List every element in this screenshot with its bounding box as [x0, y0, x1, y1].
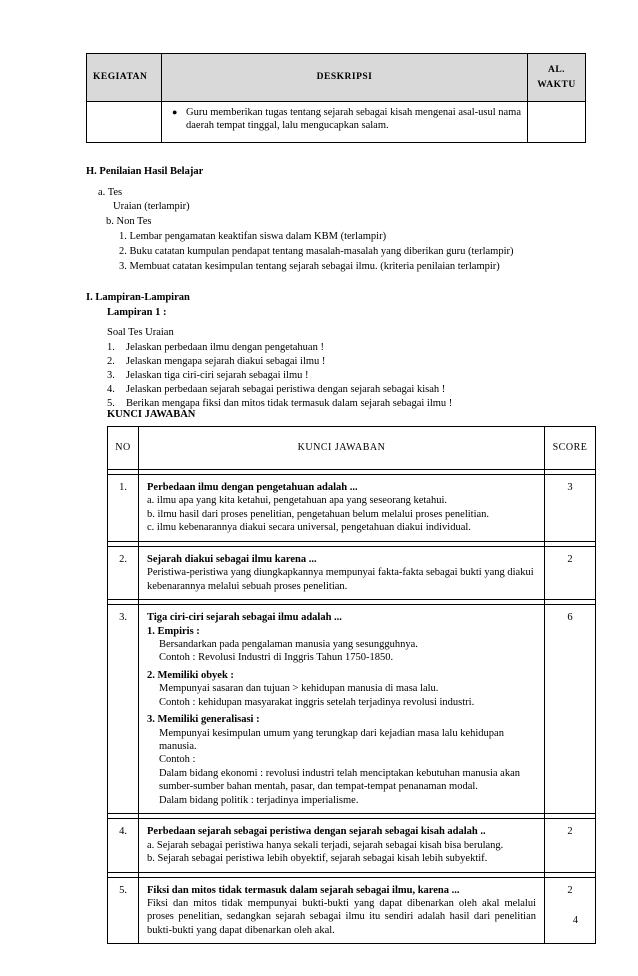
- header-waktu-line2: WAKTU: [537, 79, 576, 90]
- soal-item: 4. Jelaskan perbedaan sejarah sebagai peristiwa dengan sejarah sebagai kisah !: [107, 384, 446, 395]
- section-h-title: H. Penilaian Hasil Belajar: [86, 166, 204, 177]
- deskripsi-cell: [162, 102, 528, 143]
- lampiran-subtitle: Lampiran 1 :: [107, 307, 167, 318]
- kunci-title: KUNCI JAWABAN: [107, 409, 196, 420]
- bullet-icon: ●: [172, 107, 178, 117]
- header-kegiatan: KEGIATAN: [87, 54, 162, 102]
- nontes-item-2: 2. Buku catatan kumpulan pendapat tentang masalah-masalah yang diberikan guru (terlampir): [119, 246, 514, 257]
- row-score: 2: [545, 819, 596, 872]
- nontes-item-1: 1. Lembar pengamatan keaktifan siswa dalam KBM (terlampir): [119, 231, 387, 242]
- soal-item: 3. Jelaskan tiga ciri-ciri sejarah sebagai ilmu !: [107, 370, 309, 381]
- row-score: 3: [545, 475, 596, 542]
- row-score: 2: [545, 877, 596, 944]
- table-row: [108, 819, 596, 872]
- row-no: 1.: [108, 475, 139, 542]
- row-no: 4.: [108, 819, 139, 872]
- answer-key-table: [107, 426, 596, 944]
- tes-item: Uraian (terlampir): [113, 201, 190, 212]
- row-answer: Sejarah diakui sebagai ilmu karena ... Peristiwa-peristiwa yang diungkapkannya mempunyai fakta-fakta sebagai bukti yang diakui kebenarannya melalui sebuah proses penelitian.: [139, 546, 545, 599]
- page-number: 4: [573, 915, 578, 926]
- row-no: 5.: [108, 877, 139, 944]
- deskripsi-text: Guru memberikan tugas tentang sejarah sebagai kisah mengenai asal-usul nama daerah tempat tinggal, lalu mengucapkan salam.: [186, 107, 522, 132]
- activity-table: [86, 53, 586, 143]
- row-score: 6: [545, 605, 596, 814]
- soal-item: 1. Jelaskan perbedaan ilmu dengan pengetahuan !: [107, 342, 324, 353]
- table-row: [108, 546, 596, 599]
- row-answer: Tiga ciri-ciri sejarah sebagai ilmu adalah ... 1. Empiris : Bersandarkan pada pengalaman manusia yang sesungguhnya. Contoh : Revolusi Industri di Inggris Tahun 1750-1850. 2. Memiliki obyek : Mempunyai sasaran dan tujuan > kehidupan manusia di masa lalu. Contoh : kehidupan masyarakat inggris setelah terjadinya revolusi industri. 3. Memiliki generalisasi : Mempunyai kesimpulan umum yang terungkap dari kejadian masa lalu kehidupan manusia. Contoh : Dalam bidang ekonomi : revolusi industri telah menciptakan kebutuhan manusia akan sumber-sumber bahan mentah, pasar, dan tempat-tempat penanaman modal. Dalam bidang politik : terjadinya imperialisme.: [139, 605, 545, 814]
- row-answer: Perbedaan ilmu dengan pengetahuan adalah ... a. ilmu apa yang kita ketahui, pengetahuan apa yang seseorang ketahui. b. ilmu hasil dari proses penelitian, pengetahuan belum melalui proses penelitian. c. ilmu kebenarannya diakui secara universal, pengetahuan diakui individual.: [139, 475, 545, 542]
- kegiatan-cell: [87, 102, 162, 143]
- row-answer: Fiksi dan mitos tidak termasuk dalam sejarah sebagai ilmu, karena ... Fiksi dan mitos tidak mempunyai bukti-bukti yang dapat dibenarkan oleh akal melalui proses penelitian, sedangkan sejarah sebagai ilmu itu sendiri adalah hasil dari penelitian bukti-bukti yang dapat dibenarkan oleh akal.: [139, 877, 545, 944]
- soal-item: 5. Berikan mengapa fiksi dan mitos tidak termasuk dalam sejarah sebagai ilmu !: [107, 398, 453, 409]
- row-score: 2: [545, 546, 596, 599]
- header-deskripsi: DESKRIPSI: [162, 54, 528, 102]
- header-score: SCORE: [545, 427, 596, 470]
- tes-label: a. Tes: [98, 187, 123, 198]
- nontes-label: b. Non Tes: [106, 216, 152, 227]
- soal-item: 2. Jelaskan mengapa sejarah diakui sebagai ilmu !: [107, 356, 326, 367]
- table-row: [108, 605, 596, 814]
- header-kunci: KUNCI JAWABAN: [139, 427, 545, 470]
- header-waktu: [528, 54, 586, 102]
- section-i-title: I. Lampiran-Lampiran: [86, 292, 190, 303]
- soal-title: Soal Tes Uraian: [107, 327, 174, 338]
- soal-list: [107, 341, 452, 411]
- row-no: 2.: [108, 546, 139, 599]
- nontes-item-3: 3. Membuat catatan kesimpulan tentang sejarah sebagai ilmu. (kriteria penilaian terlampir): [119, 261, 500, 272]
- header-waktu-line1: AL.: [547, 65, 566, 76]
- table-row: [108, 877, 596, 944]
- row-no: 3.: [108, 605, 139, 814]
- table-row: [108, 475, 596, 542]
- waktu-cell: [528, 102, 586, 143]
- row-answer: Perbedaan sejarah sebagai peristiwa dengan sejarah sebagai kisah adalah .. a. Sejarah sebagai peristiwa hanya sekali terjadi, sejarah sebagai kisah bisa berulang. b. Sejarah sebagai peristiwa lebih obyektif, sejarah sebagai kisah lebih subyektif.: [139, 819, 545, 872]
- header-no: NO: [108, 427, 139, 470]
